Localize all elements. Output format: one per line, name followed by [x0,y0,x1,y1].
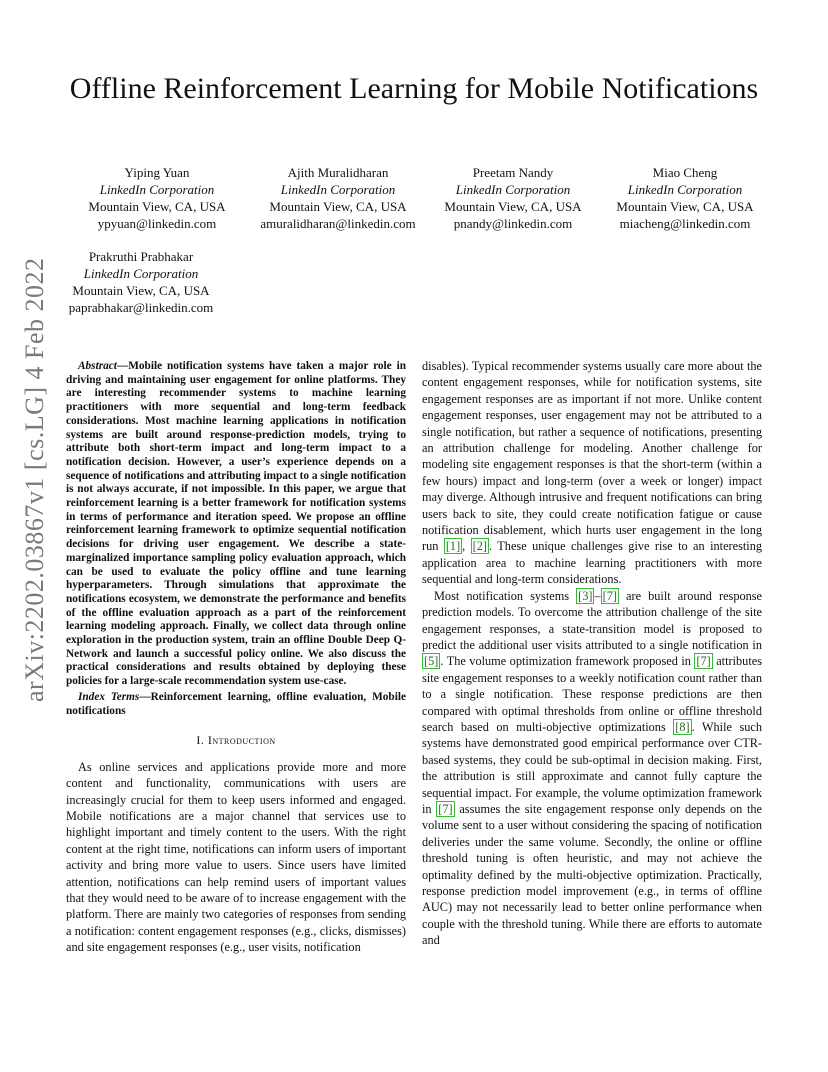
right-column [422,358,762,949]
author-email: paprabhakar@linkedin.com [68,300,214,315]
index-terms-label: Index Terms [78,690,140,703]
author-name: Prakruthi Prabhakar [88,249,194,264]
author-name: Preetam Nandy [472,165,554,180]
intro-paragraph: Most notification systems [3] – [7] are built around response prediction models. To overcome the attribution challenge of the site engagement responses, a state-transition model is proposed to predict the additional user visits attributed to a single notification in [5] . The volume optimization framework proposed in [7] attributes site engagement responses to a weekly notification count rather than to a single notification. These response predictions are then compared with optimal thresholds from online or offline threshold search based on multi-objective optimizations [8] . While such systems have demonstrated good empirical performance over CTR-based systems, they could be sub-optimal in decision making. First, the attribution is still approximate and cannot fully capture the sequential impact. For example, the volume optimization framework in [7] assumes the site engagement response only depends on the volume sent to a user without considering the spacing of notification deliveries under the same volume. Secondly, the online or offline threshold tuning is often heuristic, and may not achieve the optimality defined by the multi-objective optimization. Practically, response prediction model improvement (e.g., in terms of offline AUC) may not necessarily lead to better online performance when couple with the threshold tuning. While there are efforts to automate and [422,588,763,948]
author-email: amuralidharan@linkedin.com [260,216,416,231]
author-name: Yiping Yuan [124,165,190,180]
citation-link[interactable]: [7] [438,801,453,816]
author-block [590,164,780,232]
citation-link[interactable]: [7] [696,654,711,669]
citation-link[interactable]: [3] [578,588,593,603]
abstract-label: Abstract [78,360,117,372]
abstract [66,360,406,689]
index-terms-text: —Reinforcement learning, offline evaluation, Mobile notifications [66,690,406,717]
author-block [46,248,236,316]
index-terms [66,691,406,718]
author-location: Mountain View, CA, USA [72,283,210,298]
author-affiliation: LinkedIn Corporation [627,182,743,197]
citation-link[interactable]: [8] [675,719,690,734]
author-email: miacheng@linkedin.com [619,216,751,231]
author-affiliation: LinkedIn Corporation [455,182,571,197]
citation-link[interactable]: [7] [602,588,617,603]
author-affiliation: LinkedIn Corporation [99,182,215,197]
author-affiliation: LinkedIn Corporation [83,266,199,281]
author-location: Mountain View, CA, USA [616,199,754,214]
author-name: Miao Cheng [652,165,718,180]
author-affiliation: LinkedIn Corporation [280,182,396,197]
author-email: ypyuan@linkedin.com [97,216,217,231]
intro-paragraph: As online services and applications provide more and more content and functionality, communications with users are increasingly crucial for them to keep users informed and engaged. Mobile notifications are a major channel that services use to highlight important and timely content to the users. With the right content at the right time, notifications can inform users of important activity and bring more value to users. Since users have limited attention, notifications can help remind users of important values that they would need to be aware of to increase engagement with the platform. There are mainly two categories of responses from sending a notification: content engagement responses (e.g., clicks, dismisses) and site engagement responses (e.g., user visits, notification [66,759,406,955]
abstract-text: —Mobile notification systems have taken a major role in driving and maintaining user engagement for online platforms. They are interesting recommender systems to machine learning practitioners with more sequential and long-term feedback considerations. Most machine learning applications in notification systems are built around response-prediction models, trying to attribute both short-term impact and long-term impact to a notification decision. However, a user’s experience depends on a sequence of notifications and attributing impact to a single notification is not always accurate, if not impossible. In this paper, we argue that reinforcement learning is a better framework for notification systems in terms of performance and iteration speed. We propose an offline reinforcement learning framework to optimize sequential notification decisions for driving user engagement. We describe a state-marginalized importance sampling policy evaluation approach, which can be used to evaluate the policy offline and tune learning hyperparameters. Through simulations that approximate the notifications ecosystem, we demonstrate the performance and benefits of the offline evaluation approach as a part of the reinforcement learning modeling approach. Finally, we collect data through online exploration in the production system, train an offline Double Deep Q-Network and launch a successful policy online. We also discuss the practical considerations and results obtained by deploying these policies for a large-scale recommendation system use-case. [66,360,406,688]
author-location: Mountain View, CA, USA [88,199,226,214]
paper-title: Offline Reinforcement Learning for Mobile Notifications [69,72,759,105]
left-column [66,360,406,956]
author-location: Mountain View, CA, USA [444,199,582,214]
author-name: Ajith Muralidharan [287,165,389,180]
author-email: pnandy@linkedin.com [453,216,573,231]
citation-link[interactable]: [5] [424,654,439,669]
citation-link[interactable]: [2] [472,539,488,554]
intro-paragraph-continued: disables). Typical recommender systems usually care more about the content engagement responses, while for notification systems, site engagement responses are as important if not more. Unlike content engagement responses, user engagement may not be attributed to a single notification, but rather a sequence of notifications, presenting an attribution challenge for modeling. Another challenge for modeling site engagement responses is that the short-term (within a few hours) impact and long-term (over a week or longer) impact may diverge. Although intrusive and frequent notifications can bring users back to site, they could create notification fatigue or cause notification disablement, which hurts user engagement in the long run [1] , [2] . These unique challenges give rise to an interesting application area to machine learning practitioners with more sequential and long-term considerations. [422,359,762,587]
citation-link[interactable]: [1] [445,539,461,554]
author-block [243,164,433,232]
author-block [62,164,252,232]
section-heading: I. Introduction [196,733,276,748]
author-block [418,164,608,232]
author-location: Mountain View, CA, USA [269,199,407,214]
arxiv-identifier: arXiv:2202.03867v1 [cs.LG] 4 Feb 2022 [20,257,49,702]
